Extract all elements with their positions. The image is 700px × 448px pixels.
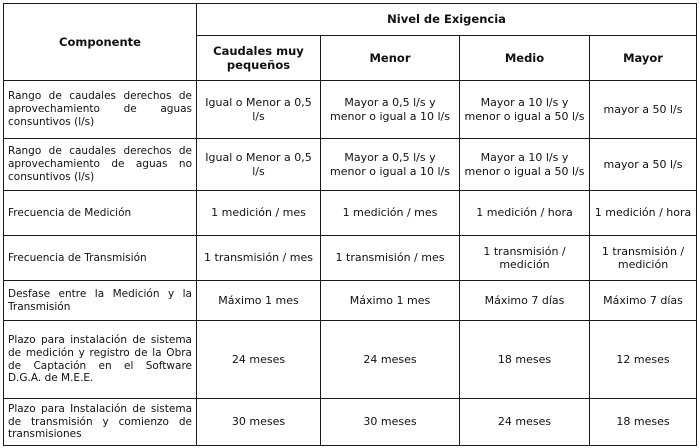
- table-cell: 1 transmisión / mes: [321, 236, 460, 281]
- table-row: [4, 281, 697, 321]
- table-cell: Máximo 7 días: [590, 281, 697, 321]
- table-cell: Igual o Menor a 0,5 l/s: [197, 139, 321, 191]
- row-label: Rango de caudales derechos de aprovechamiento de aguas consuntivos (l/s): [4, 81, 197, 139]
- table-row: [4, 399, 697, 446]
- table-cell: Máximo 7 días: [460, 281, 590, 321]
- row-label: Frecuencia de Medición: [4, 191, 197, 236]
- table-row: [4, 321, 697, 399]
- table-cell: Mayor a 10 l/s y menor o igual a 50 l/s: [460, 81, 590, 139]
- table-cell: Máximo 1 mes: [197, 281, 321, 321]
- table-cell: Mayor a 10 l/s y menor o igual a 50 l/s: [460, 139, 590, 191]
- header-row-1: [4, 4, 697, 36]
- table-cell: 30 meses: [321, 399, 460, 446]
- table-cell: 1 medición / hora: [590, 191, 697, 236]
- table-cell: Mayor a 0,5 l/s y menor o igual a 10 l/s: [321, 81, 460, 139]
- row-label: Plazo para instalación de sistema de medición y registro de la Obra de Captación en el Software D.G.A. de M.E.E.: [4, 321, 197, 399]
- table-cell: 1 transmisión / medición: [590, 236, 697, 281]
- header-nivel-exigencia: Nivel de Exigencia: [197, 4, 697, 36]
- table-cell: 30 meses: [197, 399, 321, 446]
- table-cell: Igual o Menor a 0,5 l/s: [197, 81, 321, 139]
- header-componente: Componente: [4, 4, 197, 81]
- table-row: [4, 191, 697, 236]
- table-cell: 12 meses: [590, 321, 697, 399]
- table-row: [4, 81, 697, 139]
- table-cell: 24 meses: [197, 321, 321, 399]
- requirements-table: [3, 3, 697, 446]
- table-cell: mayor a 50 l/s: [590, 139, 697, 191]
- table-cell: 1 medición / mes: [197, 191, 321, 236]
- row-label: Frecuencia de Transmisión: [4, 236, 197, 281]
- row-label: Plazo para Instalación de sistema de transmisión y comienzo de transmisiones: [4, 399, 197, 446]
- table-row: [4, 236, 697, 281]
- header-level-medio: Medio: [460, 36, 590, 81]
- row-label: Rango de caudales derechos de aprovechamiento de aguas no consuntivos (l/s): [4, 139, 197, 191]
- table-cell: 18 meses: [460, 321, 590, 399]
- table-cell: 24 meses: [321, 321, 460, 399]
- table-cell: Máximo 1 mes: [321, 281, 460, 321]
- table-cell: Mayor a 0,5 l/s y menor o igual a 10 l/s: [321, 139, 460, 191]
- header-level-muy-pequenos: Caudales muy pequeños: [197, 36, 321, 81]
- table-cell: 1 medición / hora: [460, 191, 590, 236]
- table-cell: 24 meses: [460, 399, 590, 446]
- table-cell: mayor a 50 l/s: [590, 81, 697, 139]
- row-label: Desfase entre la Medición y la Transmisión: [4, 281, 197, 321]
- header-level-menor: Menor: [321, 36, 460, 81]
- table-cell: 1 transmisión / medición: [460, 236, 590, 281]
- table-cell: 18 meses: [590, 399, 697, 446]
- header-level-mayor: Mayor: [590, 36, 697, 81]
- table-row: [4, 139, 697, 191]
- table-cell: 1 transmisión / mes: [197, 236, 321, 281]
- table-cell: 1 medición / mes: [321, 191, 460, 236]
